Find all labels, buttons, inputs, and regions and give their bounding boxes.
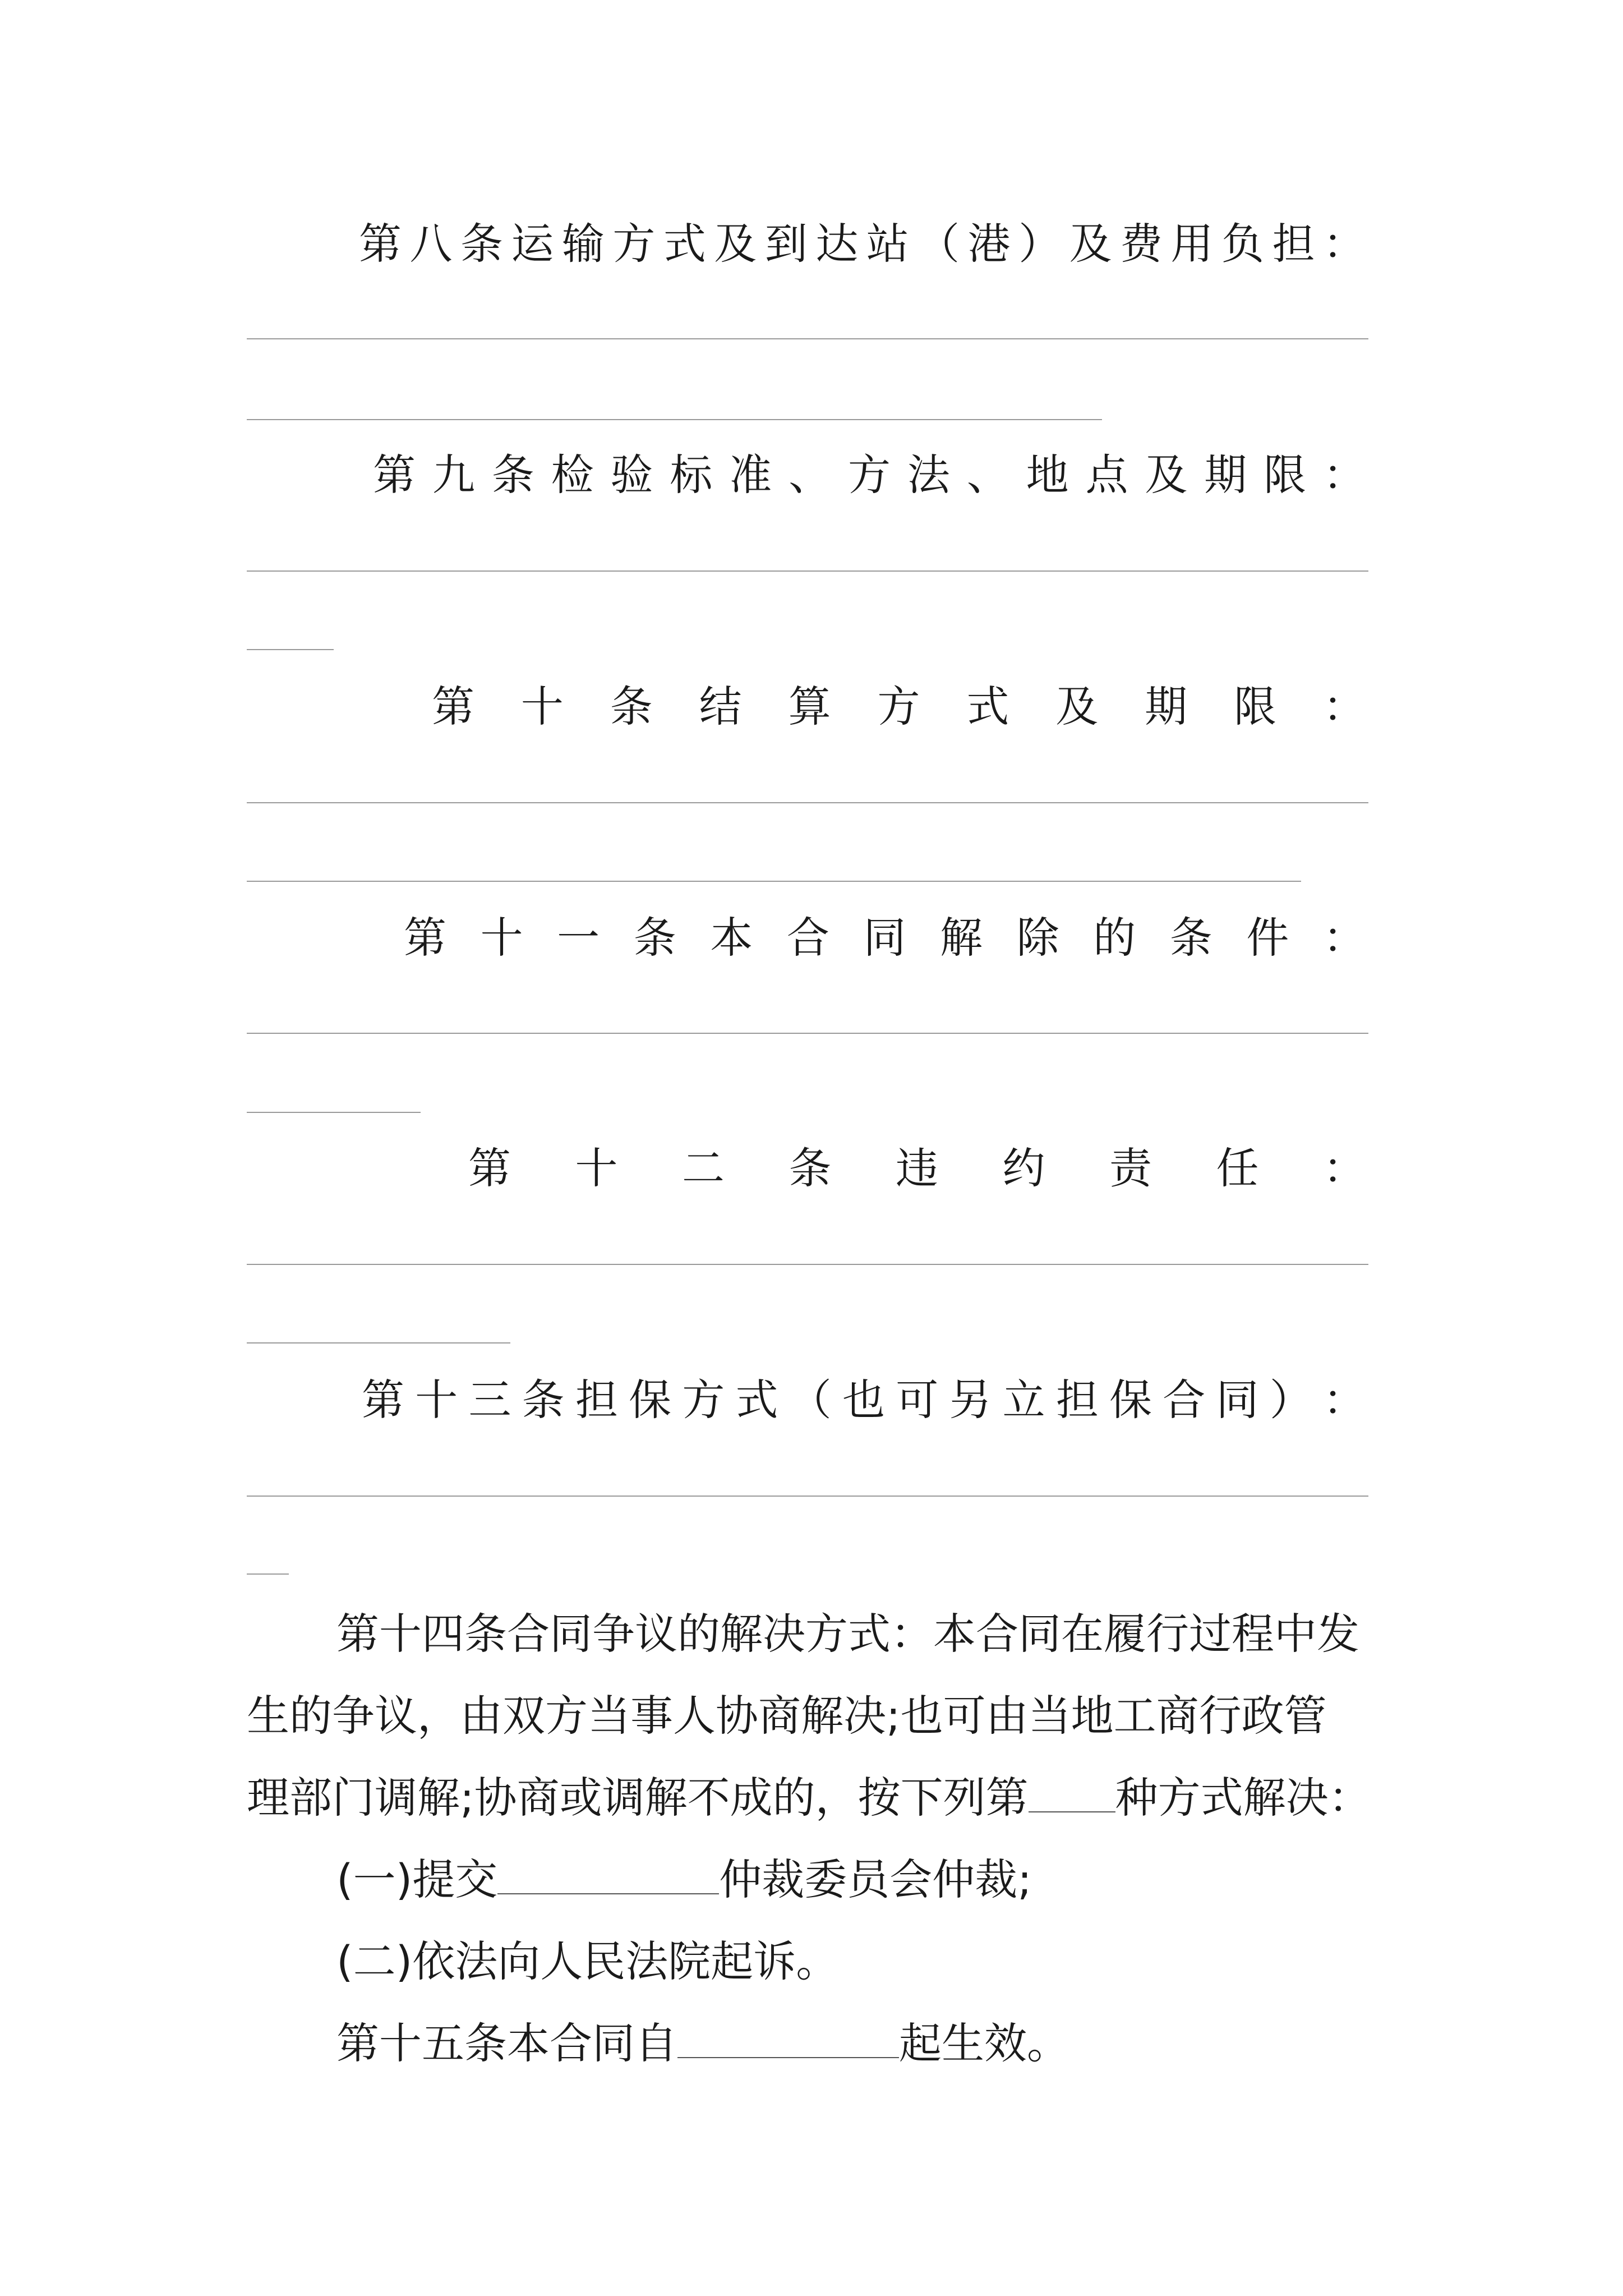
heading-char: 及 [714, 219, 757, 269]
heading-char: 担 [1055, 1375, 1099, 1425]
heading-char: 解 [940, 913, 983, 963]
option-1-text-a: (一)提交 [336, 1855, 498, 1904]
heading-char: 约 [1002, 1143, 1045, 1193]
heading-char: 点 [1085, 450, 1128, 500]
heading-char: 同 [863, 913, 906, 963]
clause-14-option-1 [336, 1838, 1032, 1922]
heading-char: 三 [468, 1375, 511, 1425]
heading-char: 地 [1026, 450, 1069, 500]
heading-char: 达 [815, 219, 859, 269]
clause-9-heading [373, 444, 1366, 506]
heading-char: 结 [699, 682, 742, 731]
heading-char: 件 [1246, 913, 1289, 963]
heading-char: 法 [907, 450, 950, 500]
clause-15-text-a: 第十五条本合同自 [336, 2018, 677, 2068]
heading-char: 及 [1055, 682, 1099, 731]
heading-char: 限 [1264, 450, 1307, 500]
clause-15-text-b: 起生效。 [899, 2018, 1069, 2068]
heading-char: 同 [1216, 1375, 1259, 1425]
heading-char: 合 [786, 913, 829, 963]
heading-char: 式 [663, 219, 706, 269]
heading-char: 期 [1145, 682, 1188, 731]
clause-10-blank-line-1[interactable] [247, 802, 1368, 803]
heading-char: ） [1018, 219, 1062, 269]
heading-char: 保 [1109, 1375, 1152, 1425]
heading-char: 港 [967, 219, 1011, 269]
clause-10-heading [432, 676, 1366, 738]
heading-char: 、 [966, 450, 1009, 500]
clause-15 [336, 2001, 1069, 2086]
heading-char: 责 [1109, 1143, 1152, 1193]
heading-char: 条 [633, 913, 676, 963]
clause-11-blank-line-2[interactable] [247, 1112, 421, 1113]
clause-11-blank-line-1[interactable] [247, 1033, 1368, 1034]
heading-char: 除 [1016, 913, 1059, 963]
clause-13-blank-line-2[interactable] [247, 1573, 289, 1575]
heading-char: 站 [866, 219, 909, 269]
heading-char: 第 [362, 1375, 404, 1425]
heading-char: 保 [629, 1375, 672, 1425]
option-1-text-b: 仲裁委员会仲裁; [719, 1855, 1032, 1904]
heading-char: 另 [949, 1375, 992, 1425]
heading-char: 条 [522, 1375, 565, 1425]
heading-char: 九 [432, 450, 475, 500]
heading-char: 到 [764, 219, 808, 269]
heading-char: 条 [460, 219, 503, 269]
heading-char: 第 [468, 1143, 511, 1193]
heading-char: 标 [670, 450, 713, 500]
heading-char: 方 [612, 219, 656, 269]
heading-char: 十 [575, 1143, 618, 1193]
heading-char: 十 [415, 1375, 458, 1425]
heading-char: ： [1323, 1143, 1366, 1193]
heading-char: 运 [511, 219, 554, 269]
heading-char: 第 [373, 450, 416, 500]
heading-char: 违 [896, 1143, 938, 1193]
heading-char: 方 [848, 450, 891, 500]
heading-char: 十 [480, 913, 523, 963]
heading-char: 负 [1221, 219, 1264, 269]
clause-14-line-3 [247, 1756, 1371, 1840]
clause-14-line-1 [336, 1592, 1359, 1676]
clause-13-blank-line-1[interactable] [247, 1496, 1368, 1497]
heading-char: ） [1269, 1375, 1312, 1425]
clause-14-text-1: 第十四条合同争议的解决方式：本合同在履行过程中发 [336, 1609, 1359, 1659]
clause-14-text-3b: 种方式解决： [1115, 1773, 1371, 1823]
heading-char: 合 [1163, 1375, 1206, 1425]
heading-char: 一 [557, 913, 600, 963]
heading-char: 可 [896, 1375, 939, 1425]
clause-14-option-2 [336, 1920, 838, 2004]
heading-char: （ [789, 1375, 832, 1425]
option-2-text: (二)依法向人民法院起诉。 [336, 1936, 839, 1986]
heading-char: 任 [1216, 1143, 1259, 1193]
heading-char: 立 [1002, 1375, 1045, 1425]
heading-char: 式 [735, 1375, 778, 1425]
heading-char: 第 [432, 682, 474, 731]
heading-char: 八 [409, 219, 453, 269]
clause-12-blank-line-1[interactable] [247, 1264, 1368, 1265]
heading-char: 及 [1069, 219, 1112, 269]
heading-char: 准 [729, 450, 772, 500]
heading-char: 用 [1170, 219, 1214, 269]
heading-char: ： [1323, 450, 1366, 500]
heading-char: 本 [710, 913, 753, 963]
heading-char: 的 [1093, 913, 1136, 963]
heading-char: （ [917, 219, 960, 269]
heading-char: 条 [610, 682, 653, 731]
clause-14-line-2 [247, 1674, 1327, 1758]
heading-char: 验 [610, 450, 653, 500]
heading-char: 式 [966, 682, 1009, 731]
clause-12-heading [468, 1138, 1366, 1199]
heading-char: 条 [491, 450, 534, 500]
clause-8-blank-line-2[interactable] [247, 419, 1102, 420]
clause-14-text-3a: 理部门调解;协商或调解不成的，按下列第 [247, 1773, 1029, 1823]
heading-char: 第 [404, 913, 446, 963]
heading-char: 、 [789, 450, 832, 500]
heading-char: 期 [1204, 450, 1247, 500]
heading-char: 条 [789, 1143, 832, 1193]
heading-char: 担 [575, 1375, 618, 1425]
heading-char: 限 [1234, 682, 1277, 731]
heading-char: ： [1322, 682, 1366, 731]
heading-char: 也 [842, 1375, 885, 1425]
clause-13-heading [362, 1369, 1366, 1431]
heading-char: 方 [682, 1375, 725, 1425]
heading-char: 十 [520, 682, 564, 731]
heading-char: 算 [788, 682, 831, 731]
heading-char: 检 [551, 450, 594, 500]
dispute-method-blank[interactable] [1029, 1772, 1115, 1812]
heading-char: 及 [1145, 450, 1188, 500]
clause-12-blank-line-2[interactable] [247, 1342, 510, 1343]
clause-10-blank-line-2[interactable] [247, 881, 1301, 882]
heading-char: 费 [1120, 219, 1163, 269]
arbitration-commission-blank[interactable] [497, 1854, 719, 1894]
heading-char: 方 [877, 682, 920, 731]
clause-9-blank-line-1[interactable] [247, 570, 1368, 572]
heading-char: 条 [1169, 913, 1212, 963]
heading-char: ： [1322, 219, 1366, 269]
heading-char: ： [1322, 1375, 1366, 1425]
clause-9-blank-line-2[interactable] [247, 649, 334, 650]
heading-char: 担 [1272, 219, 1315, 269]
heading-char: 输 [561, 219, 605, 269]
heading-char: ： [1322, 913, 1366, 963]
clause-11-heading [404, 907, 1366, 969]
clause-8-heading [359, 213, 1366, 275]
heading-char: 第 [359, 219, 402, 269]
clause-8-blank-line-1[interactable] [247, 338, 1368, 339]
clause-14-text-2: 生的争议，由双方当事人协商解决;也可由当地工商行政管 [247, 1691, 1327, 1741]
heading-char: 二 [682, 1143, 725, 1193]
effective-date-blank[interactable] [677, 2018, 899, 2058]
